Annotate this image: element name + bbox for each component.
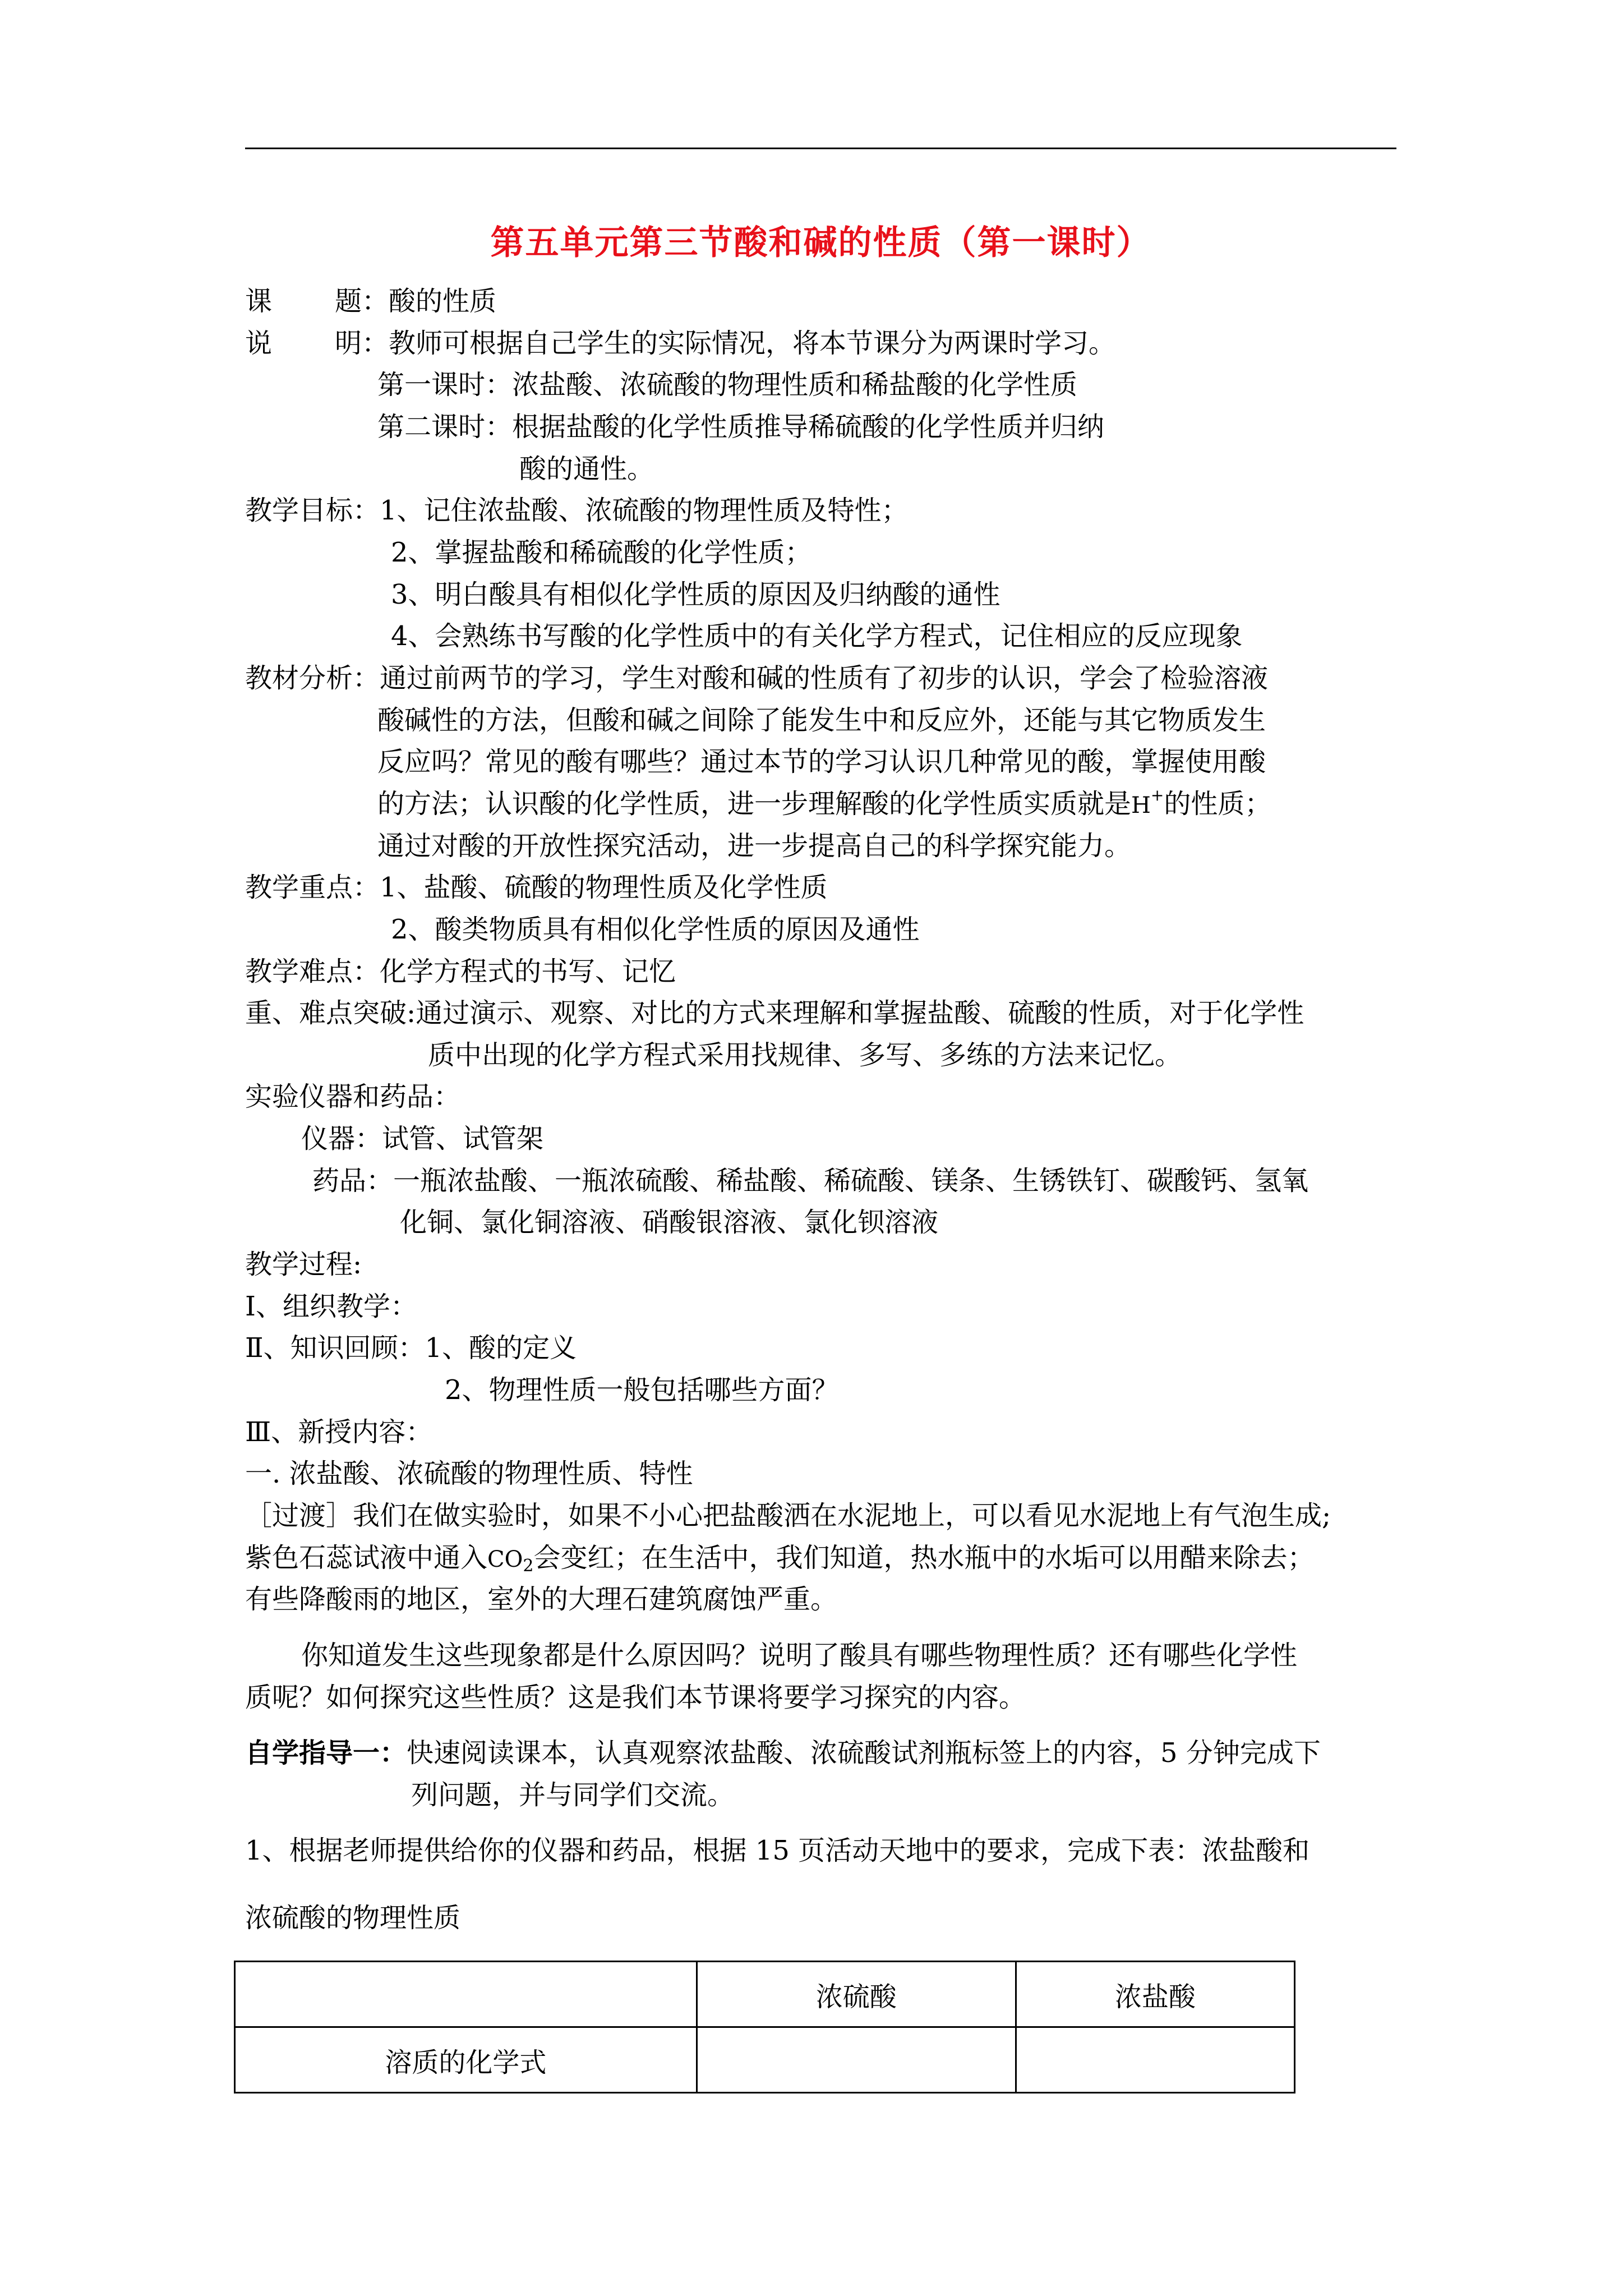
breakthrough-text: 通过演示、观察、对比的方式来理解和掌握盐酸、硫酸的性质，对于化学性: [416, 997, 1304, 1029]
analysis-text: 酸碱性的方法，但酸和碱之间除了能发生中和反应外，还能与其它物质发生: [377, 705, 1266, 736]
analysis-line: [245, 661, 1268, 695]
table-row: [235, 2027, 1295, 2093]
note-label-b: 明：: [335, 328, 389, 359]
analysis-text: 反应吗？常见的酸有哪些？通过本节的学习认识几种常见的酸，掌握使用酸: [377, 746, 1266, 777]
co2-formula: CO: [487, 1547, 523, 1572]
question-text: 你知道发生这些现象都是什么原因吗？说明了酸具有哪些物理性质？还有哪些化学性: [301, 1640, 1298, 1671]
table-header-cell: 浓盐酸: [1016, 1962, 1294, 2027]
table-header-row: [235, 1962, 1295, 2027]
ion-charge: +: [1150, 786, 1164, 804]
guide-text: 列问题，并与同学们交流。: [411, 1779, 735, 1811]
breakthrough-line: [245, 996, 1304, 1030]
objective-item: 2、掌握盐酸和稀硫酸的化学性质；: [391, 537, 812, 568]
objective-item: 4、会熟练书写酸的化学性质中的有关化学方程式，记住相应的反应现象: [391, 620, 1243, 652]
guide-text: 快速阅读课本，认真观察浓盐酸、浓硫酸试剂瓶标签上的内容，5 分钟完成下: [407, 1737, 1321, 1769]
note-period-1: 第一课时：浓盐酸、浓硫酸的物理性质和稀盐酸的化学性质: [377, 369, 1078, 401]
analysis-text: 的性质；: [1164, 788, 1272, 820]
process-step-2: [245, 1331, 577, 1365]
objectives-line: [245, 494, 909, 527]
question-text: 质呢？如何探究这些性质？这是我们本节课将要学习探究的内容。: [245, 1682, 1026, 1713]
table-cell: [1016, 2027, 1294, 2093]
topic-line: [245, 284, 496, 318]
key-point-item: 2、酸类物质具有相似化学性质的原因及通性: [391, 914, 920, 945]
analysis-text-line4: [377, 787, 1271, 822]
note-period-2b: 酸的通性。: [519, 453, 654, 485]
key-points-label: 教学重点：: [245, 872, 380, 903]
difficulties-line: [245, 955, 676, 988]
objective-item: 1、记住浓盐酸、浓硫酸的物理性质及特性；: [380, 495, 909, 526]
note-period-2a: 第二课时：根据盐酸的化学性质推导稀硫酸的化学性质并归纳: [377, 411, 1105, 443]
note-label-a: 说: [245, 328, 273, 359]
analysis-text: 通过前两节的学习，学生对酸和碱的性质有了初步的认识，学会了检验溶液: [380, 662, 1269, 694]
guide-line: [245, 1736, 1321, 1770]
section-heading: 一. 浓盐酸、浓硫酸的物理性质、特性: [245, 1458, 693, 1489]
topic-label-b: 题：: [335, 286, 389, 317]
table-cell: [697, 2027, 1016, 2093]
objective-item: 3、明白酸具有相似化学性质的原因及归纳酸的通性: [391, 579, 1000, 610]
materials-instruments: 仪器：试管、试管架: [301, 1123, 544, 1154]
review-question: 2、物理性质一般包括哪些方面？: [445, 1374, 839, 1406]
task-text: 1、根据老师提供给你的仪器和药品，根据 15 页活动天地中的要求，完成下表：浓盐酸和: [245, 1835, 1310, 1866]
table-header-cell: 浓硫酸: [697, 1962, 1016, 2027]
table-header-cell: [235, 1962, 697, 2027]
transition-text-line2: [245, 1541, 1315, 1576]
key-points-line: [245, 871, 828, 904]
transition-text: 有些降酸雨的地区，室外的大理石建筑腐蚀严重。: [245, 1584, 838, 1615]
materials-reagents: 药品：一瓶浓盐酸、一瓶浓硫酸、稀盐酸、稀硫酸、镁条、生锈铁钉、碳酸钙、氢氧: [312, 1165, 1309, 1197]
key-point-item: 1、盐酸、硫酸的物理性质及化学性质: [380, 872, 828, 903]
analysis-label: 教材分析：: [245, 662, 380, 694]
review-question: 1、酸的定义: [425, 1332, 577, 1364]
guide-label: 自学指导一：: [245, 1737, 407, 1769]
analysis-text: 通过对酸的开放性探究活动，进一步提高自己的科学探究能力。: [377, 830, 1132, 862]
task-text: 浓硫酸的物理性质: [245, 1902, 461, 1934]
process-step-3: Ⅲ、新授内容：: [245, 1416, 433, 1448]
transition-text: ［过渡］我们在做实验时，如果不小心把盐酸洒在水泥地上，可以看见水泥地上有气泡生成;: [245, 1500, 1331, 1531]
header-rule: [245, 148, 1396, 149]
physical-properties-table: [234, 1961, 1295, 2093]
process-heading: 教学过程:: [245, 1249, 362, 1280]
analysis-text: 的方法；认识酸的化学性质，进一步理解酸的化学性质实质就是: [377, 788, 1132, 820]
materials-reagents: 化铜、氯化铜溶液、硝酸银溶液、氯化钡溶液: [400, 1207, 939, 1238]
topic-value: 酸的性质: [389, 286, 497, 317]
process-step-1: Ⅰ、组织教学：: [245, 1291, 417, 1322]
breakthrough-label: 重、难点突破:: [245, 997, 416, 1029]
hydrogen-ion: H: [1131, 793, 1151, 818]
table-cell: 溶质的化学式: [235, 2027, 697, 2093]
transition-text: 会变红；在生活中，我们知道，热水瓶中的水垢可以用醋来除去；: [533, 1542, 1315, 1573]
note-value: 教师可根据自己学生的实际情况，将本节课分为两课时学习。: [389, 328, 1116, 359]
document-title: 第五单元第三节酸和碱的性质（第一课时）: [490, 223, 1151, 263]
note-line: [245, 326, 1115, 360]
transition-text: 紫色石蕊试液中通入: [245, 1542, 488, 1573]
breakthrough-text: 质中出现的化学方程式采用找规律、多写、多练的方法来记忆。: [428, 1039, 1182, 1071]
difficulties-value: 化学方程式的书写、记忆: [380, 956, 676, 987]
process-step-2-label: Ⅱ、知识回顾：: [245, 1332, 425, 1364]
topic-label-a: 课: [245, 286, 273, 317]
formula-subscript: 2: [523, 1556, 534, 1576]
objectives-label: 教学目标：: [245, 495, 380, 526]
difficulties-label: 教学难点：: [245, 956, 380, 987]
materials-heading: 实验仪器和药品：: [245, 1081, 461, 1112]
